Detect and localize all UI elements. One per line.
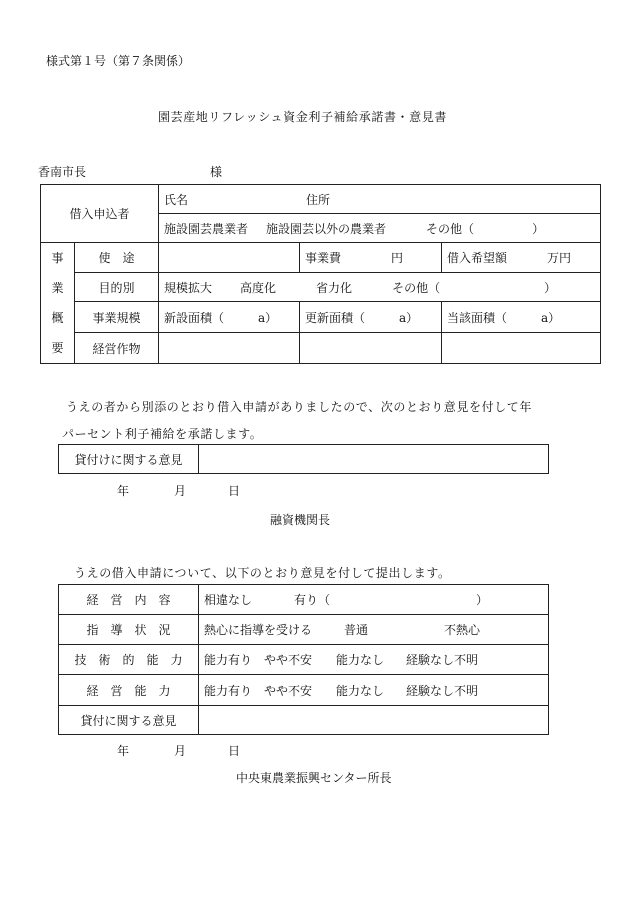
type-non-greenhouse[interactable]: 施設園芸以外の農業者 <box>266 221 387 236</box>
cost-unit: 円 <box>391 250 404 265</box>
center-date-day: 日 <box>228 744 241 758</box>
bank-statement-line2: パーセント利子補給を承諾します。 <box>62 427 263 441</box>
assessment-field-guidance-status[interactable] <box>199 615 549 645</box>
purpose-label: 使 途 <box>75 243 159 273</box>
category-label: 目的別 <box>75 272 159 302</box>
assessment-label-management-ability: 経 営 能 力 <box>59 675 199 706</box>
option-no-discrepancy[interactable]: 相違なし <box>204 593 253 607</box>
option-not-eager[interactable]: 不熱心 <box>444 623 481 637</box>
assessment-label-management-content: 経 営 内 容 <box>59 585 199 615</box>
option-eager[interactable]: 熱心に指導を受ける <box>204 623 313 637</box>
center-opinion-label: 貸付に関する意見 <box>59 706 199 735</box>
option-exists[interactable]: 有り（ <box>294 593 331 607</box>
center-date-year: 年 <box>117 744 130 758</box>
center-date-month: 月 <box>174 744 187 758</box>
option-able-uncertain-2[interactable]: 能力有り やや不安 <box>204 683 313 698</box>
scale-new-field[interactable] <box>159 302 300 333</box>
bank-opinion-table <box>58 444 549 474</box>
bank-date-year: 年 <box>117 484 130 498</box>
option-no-experience-2[interactable]: 経験なし不明 <box>406 683 479 698</box>
cat-labor[interactable]: 省力化 <box>316 280 353 295</box>
type-greenhouse[interactable]: 施設園芸農業者 <box>164 221 249 236</box>
option-unable[interactable]: 能力なし <box>336 653 385 667</box>
application-table <box>40 184 601 364</box>
loan-amount-field[interactable] <box>442 243 601 273</box>
scale-current-field[interactable] <box>442 302 601 333</box>
option-normal[interactable]: 普通 <box>344 623 369 637</box>
assessment-field-management-content[interactable] <box>199 585 549 615</box>
form-number: 様式第１号（第７条関係） <box>46 54 191 68</box>
scale-current-label: 当該面積（ <box>447 310 508 325</box>
crops-field-1[interactable] <box>159 333 300 364</box>
cat-other-close: ） <box>544 280 557 295</box>
bank-statement-line1: うえの者から別添のとおり借入申請がありましたので、次のとおり意見を付して年 <box>66 400 532 414</box>
purpose-field[interactable] <box>159 243 300 273</box>
center-opinion-field[interactable] <box>199 706 549 735</box>
loan-label: 借入希望額 <box>447 250 508 265</box>
cost-field[interactable] <box>300 243 442 273</box>
cat-expansion[interactable]: 規模拡大 <box>164 280 213 295</box>
applicant-type-field[interactable] <box>159 214 601 243</box>
cost-label: 事業費 <box>305 250 342 265</box>
type-other[interactable]: その他（ <box>426 221 475 236</box>
category-field[interactable] <box>159 272 601 302</box>
option-able-uncertain[interactable]: 能力有り やや不安 <box>204 653 313 667</box>
assessment-field-management-ability[interactable] <box>199 675 549 706</box>
applicant-label: 借入申込者 <box>41 185 159 243</box>
address-label: 住所 <box>306 192 331 207</box>
assessment-field-technical-ability[interactable] <box>199 645 549 675</box>
bank-signer: 融資機関長 <box>270 513 331 527</box>
scale-renew-label: 更新面積（ <box>305 310 366 325</box>
scale-new-unit: a） <box>258 310 278 325</box>
loan-unit: 万円 <box>547 250 572 265</box>
option-exists-close: ） <box>476 593 489 607</box>
crops-field-2[interactable] <box>300 333 442 364</box>
name-address-field[interactable] <box>159 185 601 214</box>
assessment-label-guidance-status: 指 導 状 況 <box>59 615 199 645</box>
scale-renew-field[interactable] <box>300 302 442 333</box>
scale-new-label: 新設面積（ <box>164 310 225 325</box>
type-other-close: ） <box>532 221 545 236</box>
bank-opinion-field[interactable] <box>199 445 549 474</box>
center-assessment-table <box>58 584 549 735</box>
cat-advanced[interactable]: 高度化 <box>240 280 277 295</box>
bank-opinion-label: 貸付けに関する意見 <box>59 445 199 474</box>
name-label: 氏名 <box>164 192 189 207</box>
center-statement: うえの借入申請について、以下のとおり意見を付して提出します。 <box>74 566 451 580</box>
cat-other[interactable]: その他（ <box>392 280 441 295</box>
addressee-honorific: 様 <box>210 165 223 179</box>
option-no-experience[interactable]: 経験なし不明 <box>406 653 479 667</box>
bank-date-month: 月 <box>174 484 187 498</box>
crops-field-3[interactable] <box>442 333 601 364</box>
document-title: 園芸産地リフレッシュ資金利子補給承諾書・意見書 <box>158 110 447 124</box>
scale-current-unit: a） <box>541 310 561 325</box>
addressee: 香南市長 <box>38 165 87 179</box>
scale-label: 事業規模 <box>75 302 159 333</box>
center-signer: 中央東農業振興センター所長 <box>236 771 392 785</box>
scale-renew-unit: a） <box>399 310 419 325</box>
business-outline-label: 事 業 概 要 <box>41 243 75 364</box>
crops-label: 経営作物 <box>75 333 159 364</box>
bank-date-day: 日 <box>228 484 241 498</box>
assessment-label-technical-ability: 技 術 的 能 力 <box>59 645 199 675</box>
option-unable-2[interactable]: 能力なし <box>336 683 385 698</box>
